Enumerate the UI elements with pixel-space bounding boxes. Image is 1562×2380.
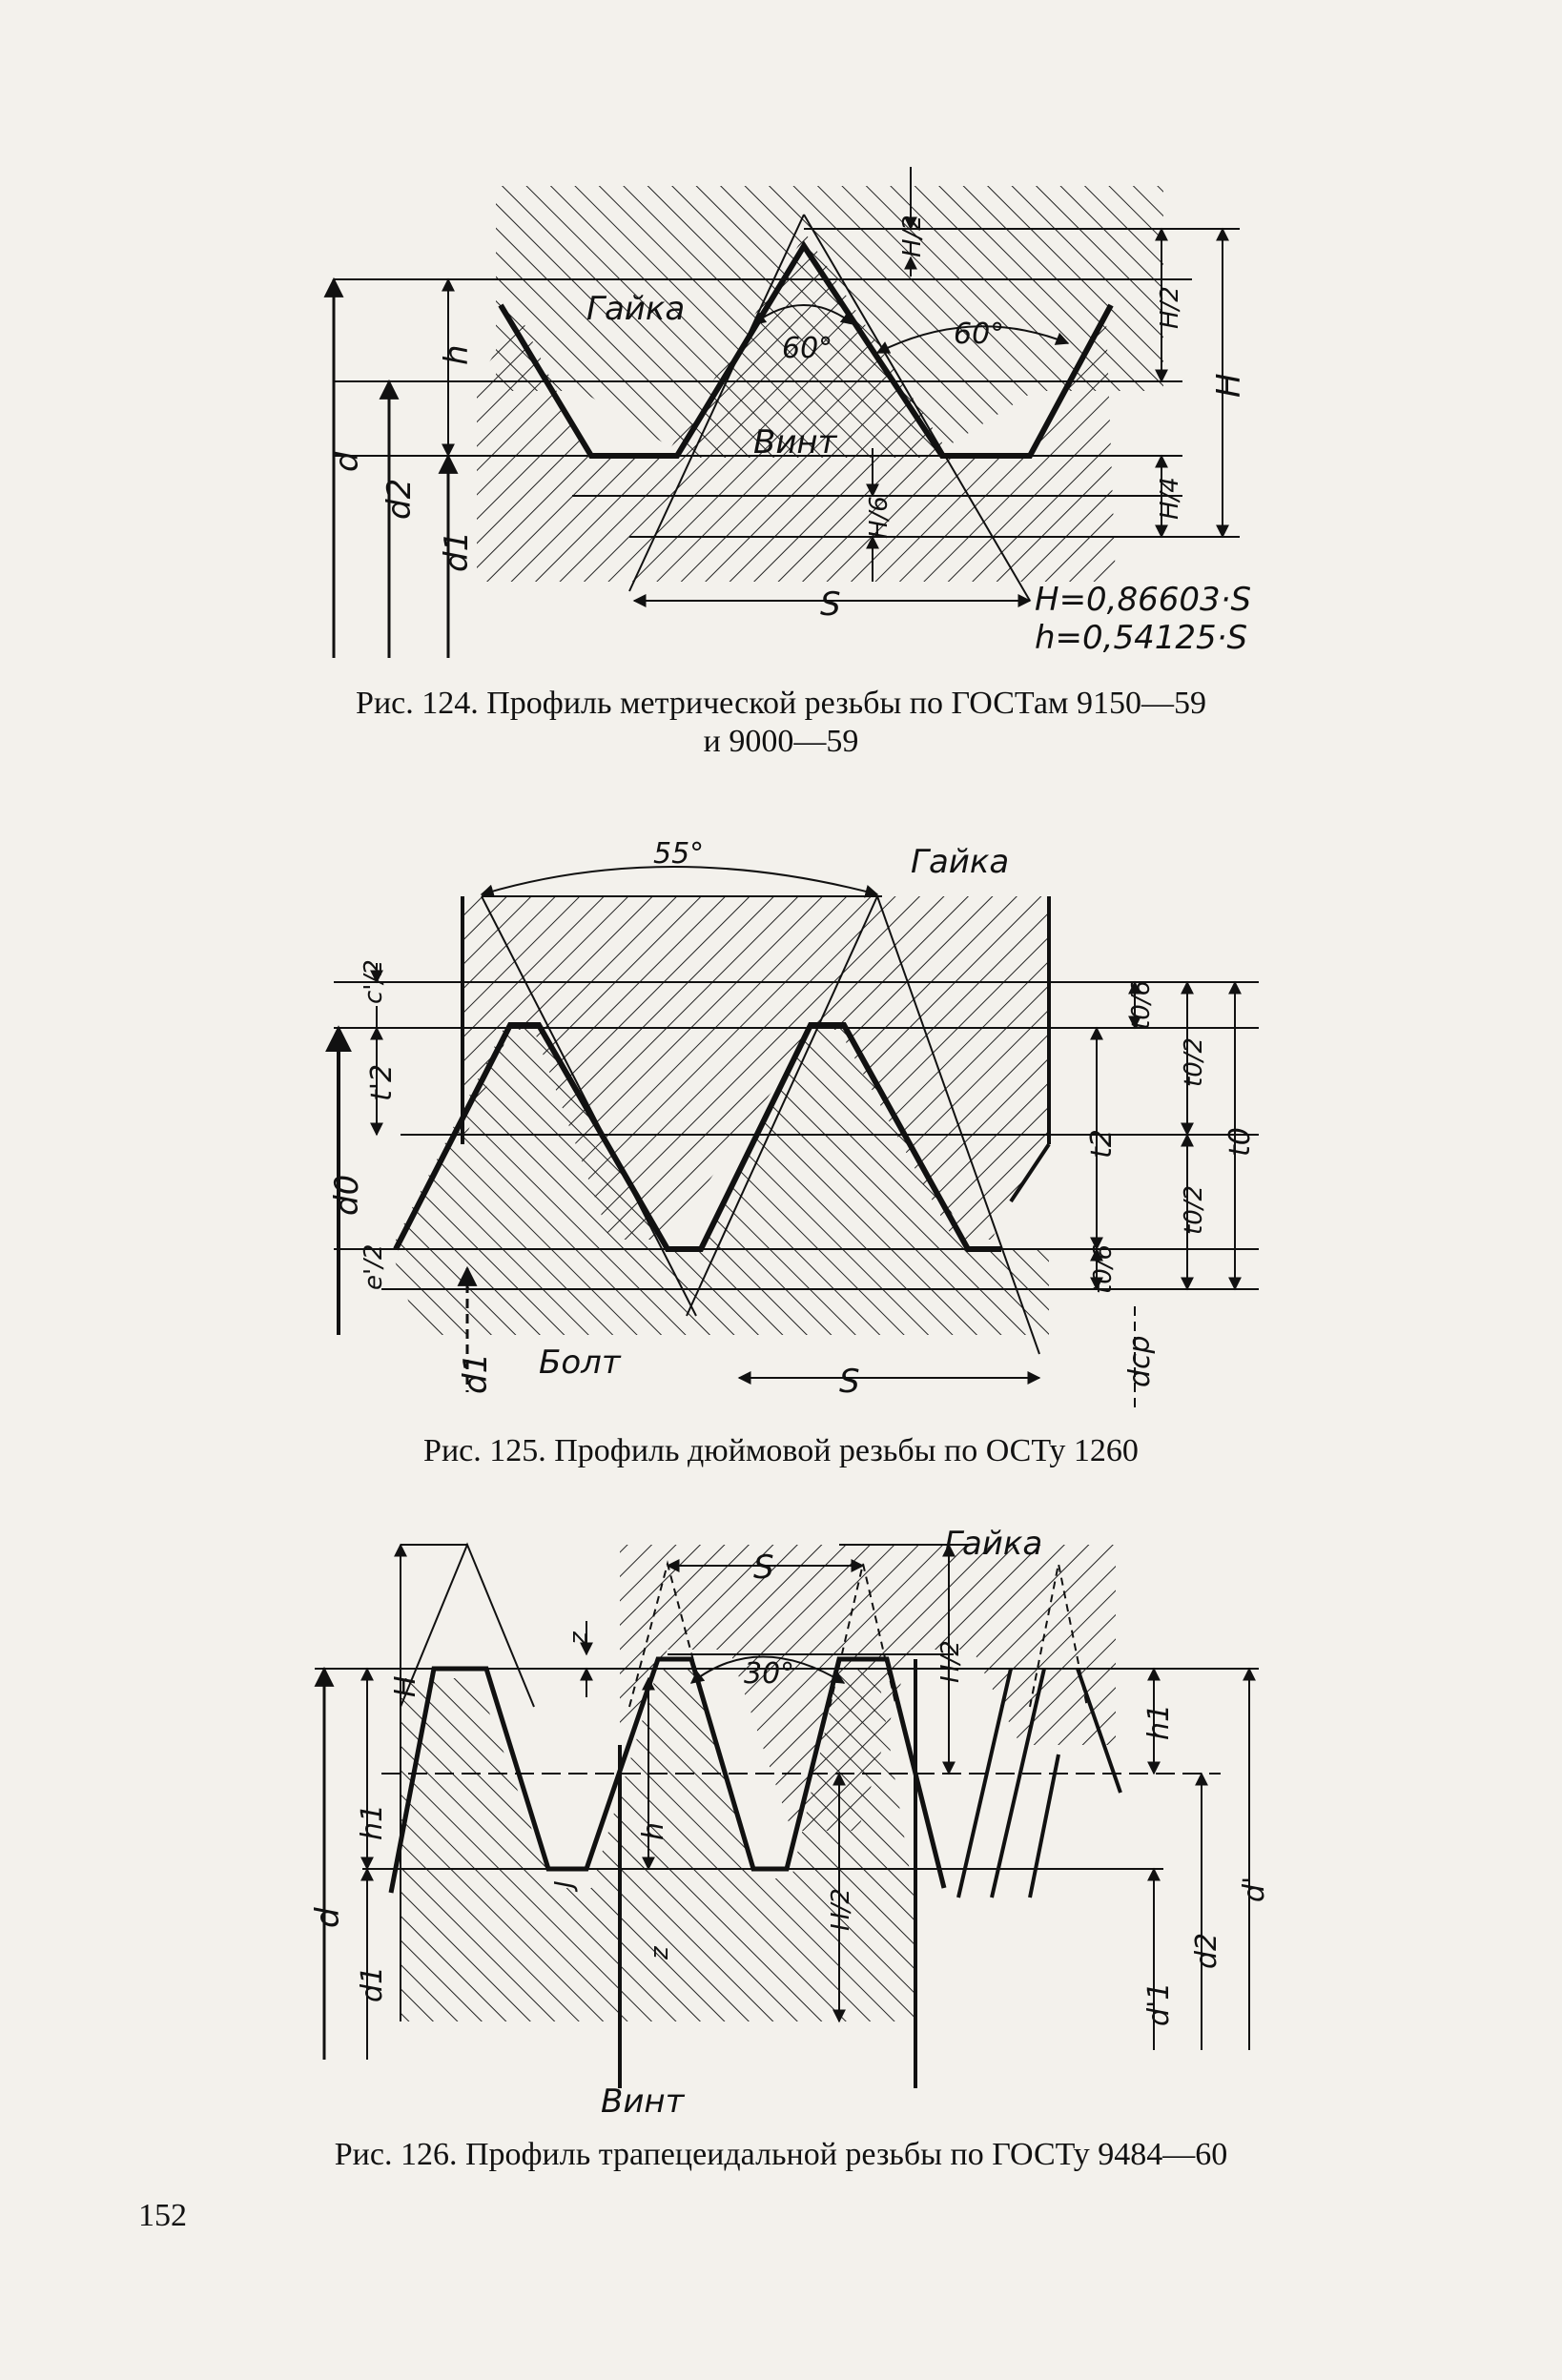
label-t2-prime: t'2 bbox=[365, 1063, 399, 1101]
label-H-over-2-right: H/2 bbox=[936, 1640, 965, 1683]
label-angle-right: 60° bbox=[954, 318, 1005, 351]
label-pitch: S bbox=[753, 1549, 774, 1587]
formula-H: H=0,86603·S bbox=[1035, 581, 1252, 619]
label-z-top: z bbox=[565, 1631, 593, 1645]
label-angle-left: 60° bbox=[782, 332, 833, 365]
caption-124 bbox=[0, 685, 1562, 761]
label-nut: Гайка bbox=[911, 843, 1010, 881]
label-h: h bbox=[438, 344, 476, 365]
label-d: d bbox=[328, 451, 366, 472]
label-h1-left: h1 bbox=[356, 1803, 389, 1840]
label-H-over-2-right: H/2 bbox=[1156, 286, 1184, 329]
label-c-over-2: c'/2 bbox=[360, 959, 388, 1004]
label-d: d bbox=[309, 1907, 347, 1928]
label-d1-prime: d'1 bbox=[1142, 1981, 1176, 2026]
label-nut: Гайка bbox=[944, 1525, 1043, 1563]
label-t0-over-2-top: t0/2 bbox=[1180, 1036, 1208, 1087]
label-d1: d1 bbox=[457, 1352, 495, 1394]
figure-124-metric-thread bbox=[0, 0, 1562, 782]
label-t0-over-6-top: t0/6 bbox=[1127, 979, 1156, 1030]
label-angle: 30° bbox=[744, 1657, 795, 1691]
label-t0: t0 bbox=[1223, 1127, 1257, 1157]
label-H-over-2-top: H/2 bbox=[898, 215, 927, 257]
caption-125: Рис. 125. Профиль дюймовой резьбы по ОСТу 1260 bbox=[423, 1433, 1139, 1468]
label-screw: Винт bbox=[753, 423, 837, 462]
label-bolt: Болт bbox=[539, 1344, 621, 1382]
label-t0-over-6-bottom: t0/6 bbox=[1089, 1243, 1118, 1294]
label-J: J bbox=[550, 1880, 579, 1888]
label-d2: d2 bbox=[380, 478, 419, 520]
label-H-over-2-mid: H/2 bbox=[827, 1888, 855, 1931]
caption-124-line1: Рис. 124. Профиль метрической резьбы по ГОСТам 9150—59 bbox=[356, 686, 1206, 721]
label-z-bottom: z bbox=[646, 1946, 674, 1959]
label-pitch: S bbox=[820, 585, 841, 624]
label-dcp: dcp bbox=[1123, 1335, 1157, 1387]
label-pitch: S bbox=[839, 1363, 860, 1401]
label-h: h bbox=[637, 1821, 670, 1840]
page-number: 152 bbox=[138, 2198, 187, 2233]
label-e-over-2: e'/2 bbox=[360, 1243, 388, 1290]
label-screw: Винт bbox=[601, 2082, 685, 2121]
label-nut: Гайка bbox=[586, 290, 686, 328]
label-angle: 55° bbox=[653, 837, 705, 871]
formula-h: h=0,54125·S bbox=[1035, 619, 1248, 657]
label-t2: t2 bbox=[1085, 1129, 1119, 1159]
label-d2: d2 bbox=[1190, 1932, 1223, 1969]
caption-124-line2: и 9000—59 bbox=[703, 724, 859, 759]
label-d0: d0 bbox=[328, 1174, 366, 1216]
label-h1-right: h1 bbox=[1142, 1703, 1176, 1740]
label-H-over-4: H/4 bbox=[1156, 477, 1184, 520]
figure-126-trapezoidal-thread bbox=[0, 1516, 1562, 2126]
label-d1: d1 bbox=[356, 1965, 389, 2002]
label-d-prime: d' bbox=[1238, 1876, 1271, 1902]
label-H-over-6: H/6 bbox=[865, 496, 894, 539]
label-d1: d1 bbox=[438, 530, 476, 572]
caption-126: Рис. 126. Профиль трапецеидальной резьбы по ГОСТу 9484—60 bbox=[334, 2137, 1228, 2172]
label-t0-over-2-bottom: t0/2 bbox=[1180, 1184, 1208, 1235]
figure-125-inch-thread bbox=[0, 820, 1562, 1449]
label-H: H bbox=[389, 1675, 422, 1697]
label-H: H bbox=[1210, 373, 1248, 398]
